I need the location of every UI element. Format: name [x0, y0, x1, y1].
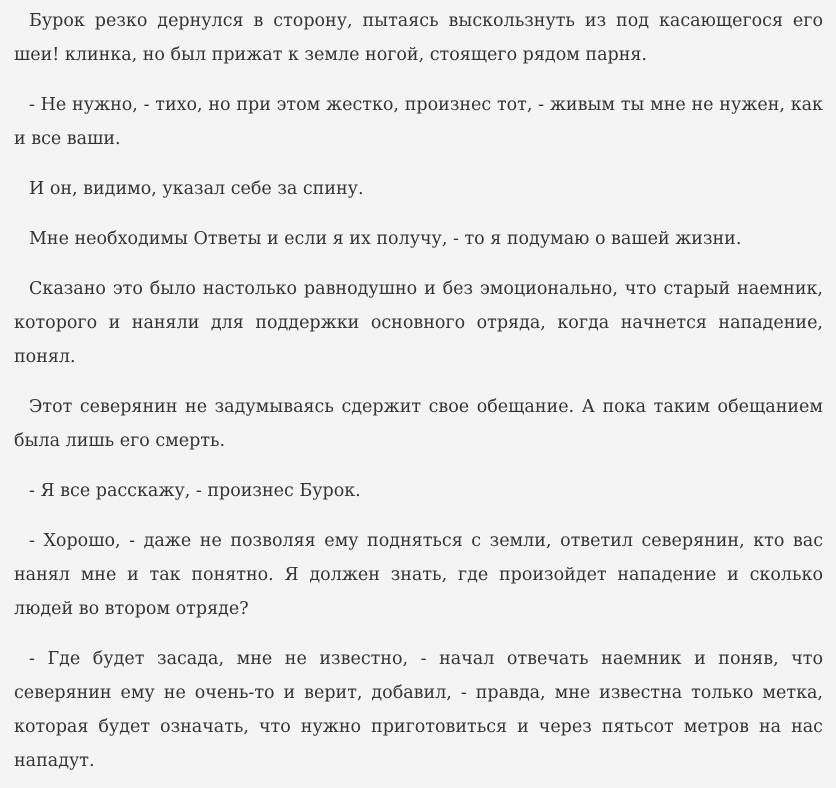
- paragraph: Бурок резко дернулся в сторону, пытаясь выскользнуть из под касающегося его шеи! клинка, но был прижат к земле ногой, стоящего рядом парня.: [14, 11, 823, 65]
- document-page: [0, 4, 836, 788]
- paragraph: - Не нужно, - тихо, но при этом жестко, произнес тот, - живым ты мне не нужен, как и все ваши.: [14, 95, 823, 149]
- paragraph: - Где будет засада, мне не известно, - начал отвечать наемник и поняв, что северянин ему не очень-то и верит, добавил, - правда, мне известна только метка, которая будет означать, что нужно приготовиться и через пятьсот метров на нас нападут.: [14, 649, 823, 771]
- paragraph: Мне необходимы Ответы и если я их получу, - то я подумаю о вашей жизни.: [29, 229, 742, 249]
- paragraph: И он, видимо, указал себе за спину.: [29, 179, 364, 199]
- paragraph: - Хорошо, - даже не позволяя ему подняться с земли, ответил северянин, кто вас нанял мне и так понятно. Я должен знать, где произойдет нападение и сколько людей во втором отряде?: [14, 531, 823, 619]
- paragraph: - Я все расскажу, - произнес Бурок.: [29, 481, 361, 501]
- paragraph: Этот северянин не задумываясь сдержит свое обещание. А пока таким обещанием была лишь его смерть.: [14, 397, 823, 451]
- paragraph: Сказано это было настолько равнодушно и без эмоционально, что старый наемник, которого и наняли для поддержки основного отряда, когда начнется нападение, понял.: [14, 279, 823, 367]
